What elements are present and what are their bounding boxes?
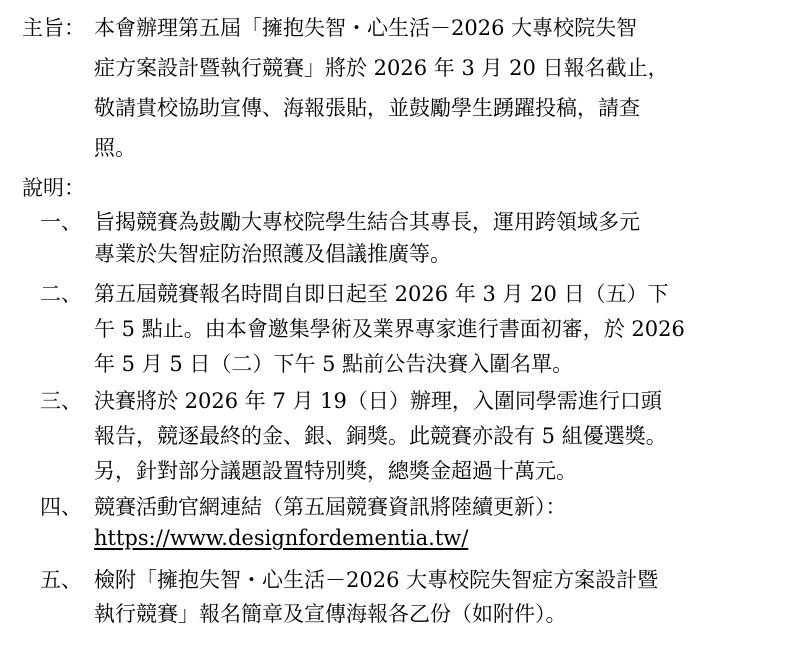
item-2-line-3: 年 5 月 5 日（二）下午 5 點前公告決賽入圍名單。 bbox=[94, 352, 574, 376]
explanation-label: 說明： bbox=[22, 176, 85, 200]
subject-label: 主旨： bbox=[22, 16, 85, 40]
item-1-line-1: 旨揭競賽為鼓勵大專校院學生結合其專長，運用跨領域多元 bbox=[94, 210, 640, 234]
item-5-number: 五、 bbox=[40, 568, 82, 592]
item-4-line-1: 競賽活動官網連結（第五屆競賽資訊將陸續更新）： bbox=[94, 495, 567, 519]
item-1-number: 一、 bbox=[40, 210, 82, 234]
item-2-line-1: 第五屆競賽報名時間自即日起至 2026 年 3 月 20 日（五）下 bbox=[94, 282, 669, 306]
subject-line-2: 症方案設計暨執行競賽」將於 2026 年 3 月 20 日報名截止， bbox=[94, 56, 669, 80]
item-5-line-2: 執行競賽」報名簡章及宣傳海報各乙份（如附件）。 bbox=[94, 602, 567, 626]
website-link[interactable]: https://www.designfordementia.tw/ bbox=[94, 526, 469, 550]
item-2-line-2: 午 5 點止。由本會邀集學術及業界專家進行書面初審，於 2026 bbox=[94, 317, 685, 341]
item-3-line-3: 另，針對部分議題設置特別獎，總獎金超過十萬元。 bbox=[94, 459, 577, 483]
item-3-line-2: 報告，競逐最終的金、銀、銅獎。此競賽亦設有 5 組優選獎。 bbox=[94, 424, 667, 448]
item-1-line-2: 專業於失智症防治照護及倡議推廣等。 bbox=[94, 242, 451, 266]
item-3-number: 三、 bbox=[40, 389, 82, 413]
item-2-number: 二、 bbox=[40, 282, 82, 306]
item-3-line-1: 決賽將於 2026 年 7 月 19（日）辦理，入圍同學需進行口頭 bbox=[94, 389, 662, 413]
item-4-number: 四、 bbox=[40, 495, 82, 519]
subject-line-3: 敬請貴校協助宣傳、海報張貼，並鼓勵學生踴躍投稿，請查 bbox=[94, 96, 640, 120]
item-5-line-1: 檢附「擁抱失智・心生活－2026 大專校院失智症方案設計暨 bbox=[94, 568, 659, 592]
subject-line-4: 照。 bbox=[94, 136, 136, 160]
subject-line-1: 本會辦理第五屆「擁抱失智・心生活－2026 大專校院失智 bbox=[94, 16, 638, 40]
